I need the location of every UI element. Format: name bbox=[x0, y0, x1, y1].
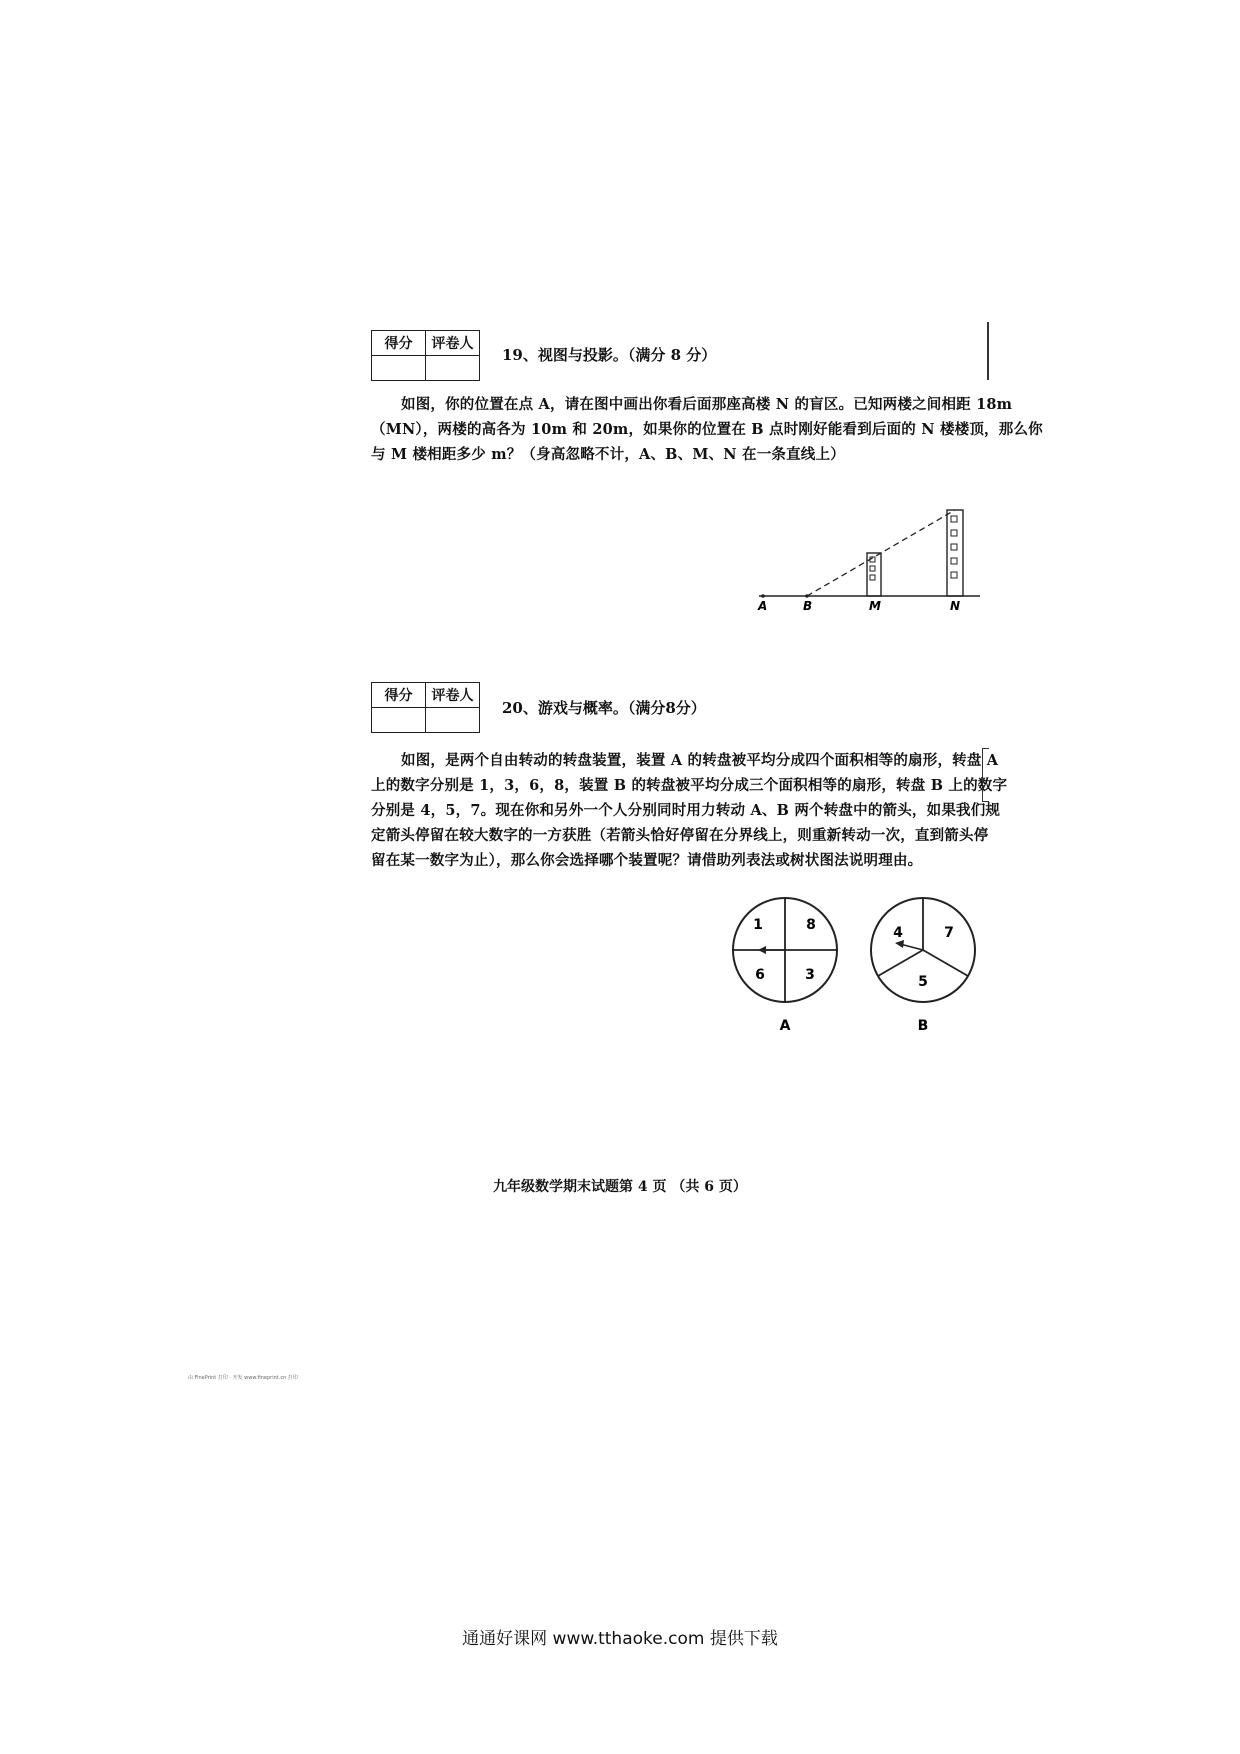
spinner-a bbox=[730, 895, 840, 1040]
q19-score-table bbox=[371, 330, 480, 381]
spinner-a-arrowhead bbox=[758, 946, 766, 954]
q19-grader-header: 评卷人 bbox=[426, 331, 480, 356]
spinner-b-number-4: 4 bbox=[893, 925, 903, 941]
building-n-window bbox=[951, 516, 957, 522]
building-n bbox=[947, 510, 963, 596]
spinner-a-label: A bbox=[779, 1018, 791, 1034]
q19-line-1: 如图，你的位置在点 A，请在图中画出你看后面那座高楼 N 的盲区。已知两楼之间相距 18m bbox=[401, 396, 1013, 413]
q19-score-header: 得分 bbox=[372, 331, 426, 356]
q19-score-cell bbox=[372, 356, 426, 381]
q19-figure bbox=[755, 500, 995, 612]
spinner-b-arrow bbox=[900, 944, 923, 950]
q20-title: 20、游戏与概率。（满分8分） bbox=[502, 699, 706, 717]
q19-line-2: （MN），两楼的高各为 10m 和 20m，如果你的位置在 B 点时刚好能看到后面的 N 楼楼顶，那么你 bbox=[371, 421, 1043, 438]
fineprint-note: 由 FinePrint 打印 · 开发 www.fineprint.cn 打印 bbox=[188, 1375, 298, 1381]
q20-line-3: 分别是 4，5，7。现在你和另外一个人分别同时用力转动 A、B 两个转盘中的箭头，如果我们规 bbox=[371, 802, 1001, 819]
spinner-b-number-5: 5 bbox=[918, 974, 928, 990]
building-n-window bbox=[951, 530, 957, 536]
building-m-window bbox=[870, 566, 875, 571]
label-n: N bbox=[950, 599, 961, 612]
label-a: A bbox=[758, 599, 768, 612]
q20-score-cell bbox=[372, 708, 426, 733]
q20-line-5: 留在某一数字为止），那么你会选择哪个装置呢？请借助列表法或树状图法说明理由。 bbox=[371, 852, 923, 869]
q20-line-2: 上的数字分别是 1，3，6，8，装置 B 的转盘被平均分成三个面积相等的扇形，转盘 B 上的数字 bbox=[371, 777, 1008, 794]
spinner-b bbox=[868, 895, 978, 1040]
label-b: B bbox=[803, 599, 813, 612]
q20-line-4: 定箭头停留在较大数字的一方获胜（若箭头恰好停留在分界线上，则重新转动一次，直到箭头停 bbox=[371, 827, 989, 844]
point-a bbox=[761, 594, 765, 598]
building-n-window bbox=[951, 572, 957, 578]
scan-bracket-mark bbox=[982, 748, 989, 802]
spinner-b-label: B bbox=[917, 1018, 929, 1034]
building-m-window bbox=[870, 575, 875, 580]
q19-title: 19、视图与投影。（满分 8 分） bbox=[502, 346, 717, 364]
spinner-a-number-6: 6 bbox=[755, 967, 765, 983]
building-n-window bbox=[951, 544, 957, 550]
q20-line-1: 如图，是两个自由转动的转盘装置，装置 A 的转盘被平均分成四个面积相等的扇形，转盘 A bbox=[401, 752, 999, 769]
page-footer: 九年级数学期末试题第 4 页 （共 6 页） bbox=[493, 1179, 747, 1195]
spinner-a-number-1: 1 bbox=[753, 917, 763, 933]
scan-edge-mark bbox=[987, 322, 989, 380]
spinner-b-number-7: 7 bbox=[944, 925, 954, 941]
spinner-a-number-8: 8 bbox=[806, 917, 816, 933]
q20-grader-header: 评卷人 bbox=[426, 683, 480, 708]
spinner-b-arrowhead bbox=[895, 940, 904, 948]
q19-line-3: 与 M 楼相距多少 m？（身高忽略不计，A、B、M、N 在一条直线上） bbox=[371, 446, 845, 463]
spinner-b-divider-left bbox=[878, 950, 923, 976]
download-source-link[interactable]: 通通好课网 www.tthaoke.com 提供下载 bbox=[462, 1629, 778, 1649]
building-n-window bbox=[951, 558, 957, 564]
q20-grader-cell bbox=[426, 708, 480, 733]
spinner-b-divider-right bbox=[923, 950, 968, 976]
label-m: M bbox=[869, 599, 881, 612]
q19-grader-cell bbox=[426, 356, 480, 381]
q20-score-table bbox=[371, 682, 480, 733]
spinner-a-number-3: 3 bbox=[805, 967, 815, 983]
q20-body bbox=[371, 748, 1007, 873]
q19-body bbox=[371, 392, 1043, 467]
q20-score-header: 得分 bbox=[372, 683, 426, 708]
